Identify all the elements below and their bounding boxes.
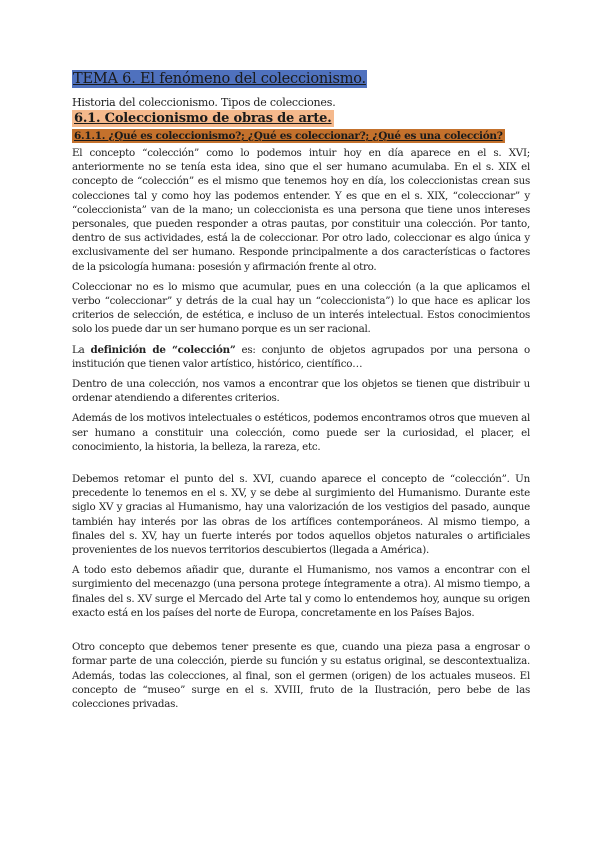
paragraph: A todo esto debemos añadir que, durante el Humanismo, nos vamos a encontrar con el surgimiento del mecenazgo (una persona protege íntegramente a otra). Al mismo tiempo, a finales del s. XV surge el Mercado del Arte tal y como lo entendemos hoy, aunque su origen exacto está en los países del norte de Europa, concretamente en los Países Bajos. [72,564,530,619]
document-body [72,146,530,717]
definition-text: es: conjunto de objetos agrupados por una persona o institución que tienen valor artístico, histórico, científico… [72,343,530,370]
paragraph: El concepto “colección” como lo podemos intuir hoy en día aparece en el s. XVI; anteriormente no se tenía esta idea, sino que el ser humano acumulaba. En el s. XIX el concepto de “colección” es el mismo que tenemos hoy en día, los coleccionistas crean sus colecciones tal y como hoy las podemos entender. Y es que en el s. XIX, “coleccionar” y “coleccionista” van de la mano; un coleccionista es una persona que tiene unos intereses personales, que pueden responder a otras pautas, por constituir una colección. Por tanto, dentro de sus actividades, está la de coleccionar. Por otro lado, coleccionar es algo única y exclusivamente del ser humano. Responde principalmente a dos características o factores de la psicología humana: posesión y afirmación frente al otro. [72,147,530,273]
subtitle: Historia del coleccionismo. Tipos de colecciones. [72,96,336,109]
definition-paragraph [72,343,530,371]
paragraph: Coleccionar no es lo mismo que acumular, pues en una colección (a la que aplicamos el verbo “coleccionar” y detrás de la cual hay un “coleccionista”) lo que hace es aplicar los criterios de selección, de estética, e incluso de un interés intelectual. Estos conocimientos solo los puede dar un ser humano porque es un ser racional. [72,280,530,336]
paragraph: Además de los motivos intelectuales o estéticos, podemos encontramos otros que mueven al ser humano a constituir una colección, como puede ser la curiosidad, el placer, el conocimiento, la historia, la belleza, la rareza, etc. [72,412,530,453]
subsection-heading: 6.1.1. ¿Qué es coleccionismo?; ¿Qué es coleccionar?; ¿Qué es una colección? [74,130,503,142]
definition-lead: La [72,343,91,356]
page-title: TEMA 6. El fenómeno del coleccionismo. [73,71,366,87]
paragraph: Dentro de una colección, nos vamos a encontrar que los objetos se tienen que distribuir u ordenar atendiendo a diferentes criterios. [72,378,530,405]
paragraph: Debemos retomar el punto del s. XVI, cuando aparece el concepto de “colección”. Un precedente lo tenemos en el s. XV, y se debe al surgimiento del Humanismo. Durante este siglo XV y gracias al Humanismo, hay una valorización de los vestigios del pasado, aunque también hay interés por las obras de los artífices contemporáneos. Al mismo tiempo, a finales del s. XV, hay un fuerte interés por todos aquellos objetos naturales o artificiales provenientes de los nuevos territorios descubiertos (llegada a América). [72,473,530,557]
definition-term: definición de “colección” [90,343,236,356]
section-heading: 6.1. Coleccionismo de obras de arte. [74,111,332,126]
paragraph: Otro concepto que debemos tener presente es que, cuando una pieza pasa a engrosar o formar parte de una colección, pierde su función y su estatus original, se descontextualiza. Además, todas las colecciones, al final, son el germen (origen) de los actuales museos. El concepto de “museo” surge en el s. XVIII, fruto de la Ilustración, pero bebe de las colecciones privadas. [72,641,530,710]
